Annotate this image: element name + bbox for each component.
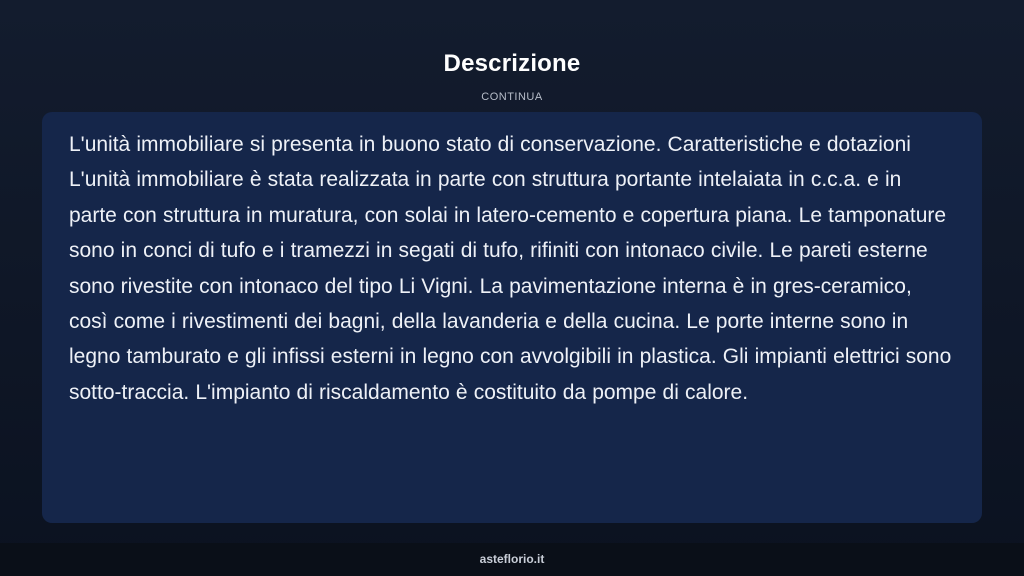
description-text: L'unità immobiliare si presenta in buono stato di conservazione. Caratteristiche e dotazioni L'unità immobiliare è stata realizzata in parte con struttura portante intelaiata in c.c.a. e in parte con struttura in muratura, con solai in latero-cemento e copertura piana. Le tamponature sono in conci di tufo e i tramezzi in segati di tufo, rifiniti con intonaco civile. Le pareti esterne sono rivestite con intonaco del tipo Li Vigni. La pavimentazione interna è in gres-ceramico, così come i rivestimenti dei bagni, della lavanderia e della cucina. Le porte interne sono in legno tamburato e gli infissi esterni in legno con avvolgibili in plastica. Gli impianti elettrici sono sotto-traccia. L'impianto di riscaldamento è costituito da pompe di calore. xyxy=(69,133,952,404)
page-title: Descrizione xyxy=(443,50,581,77)
footer xyxy=(0,543,1024,576)
description-card xyxy=(42,112,982,523)
site-link[interactable]: asteflorio.it xyxy=(479,552,545,566)
page-header xyxy=(0,48,1024,104)
page-subtitle: CONTINUA xyxy=(481,91,543,103)
